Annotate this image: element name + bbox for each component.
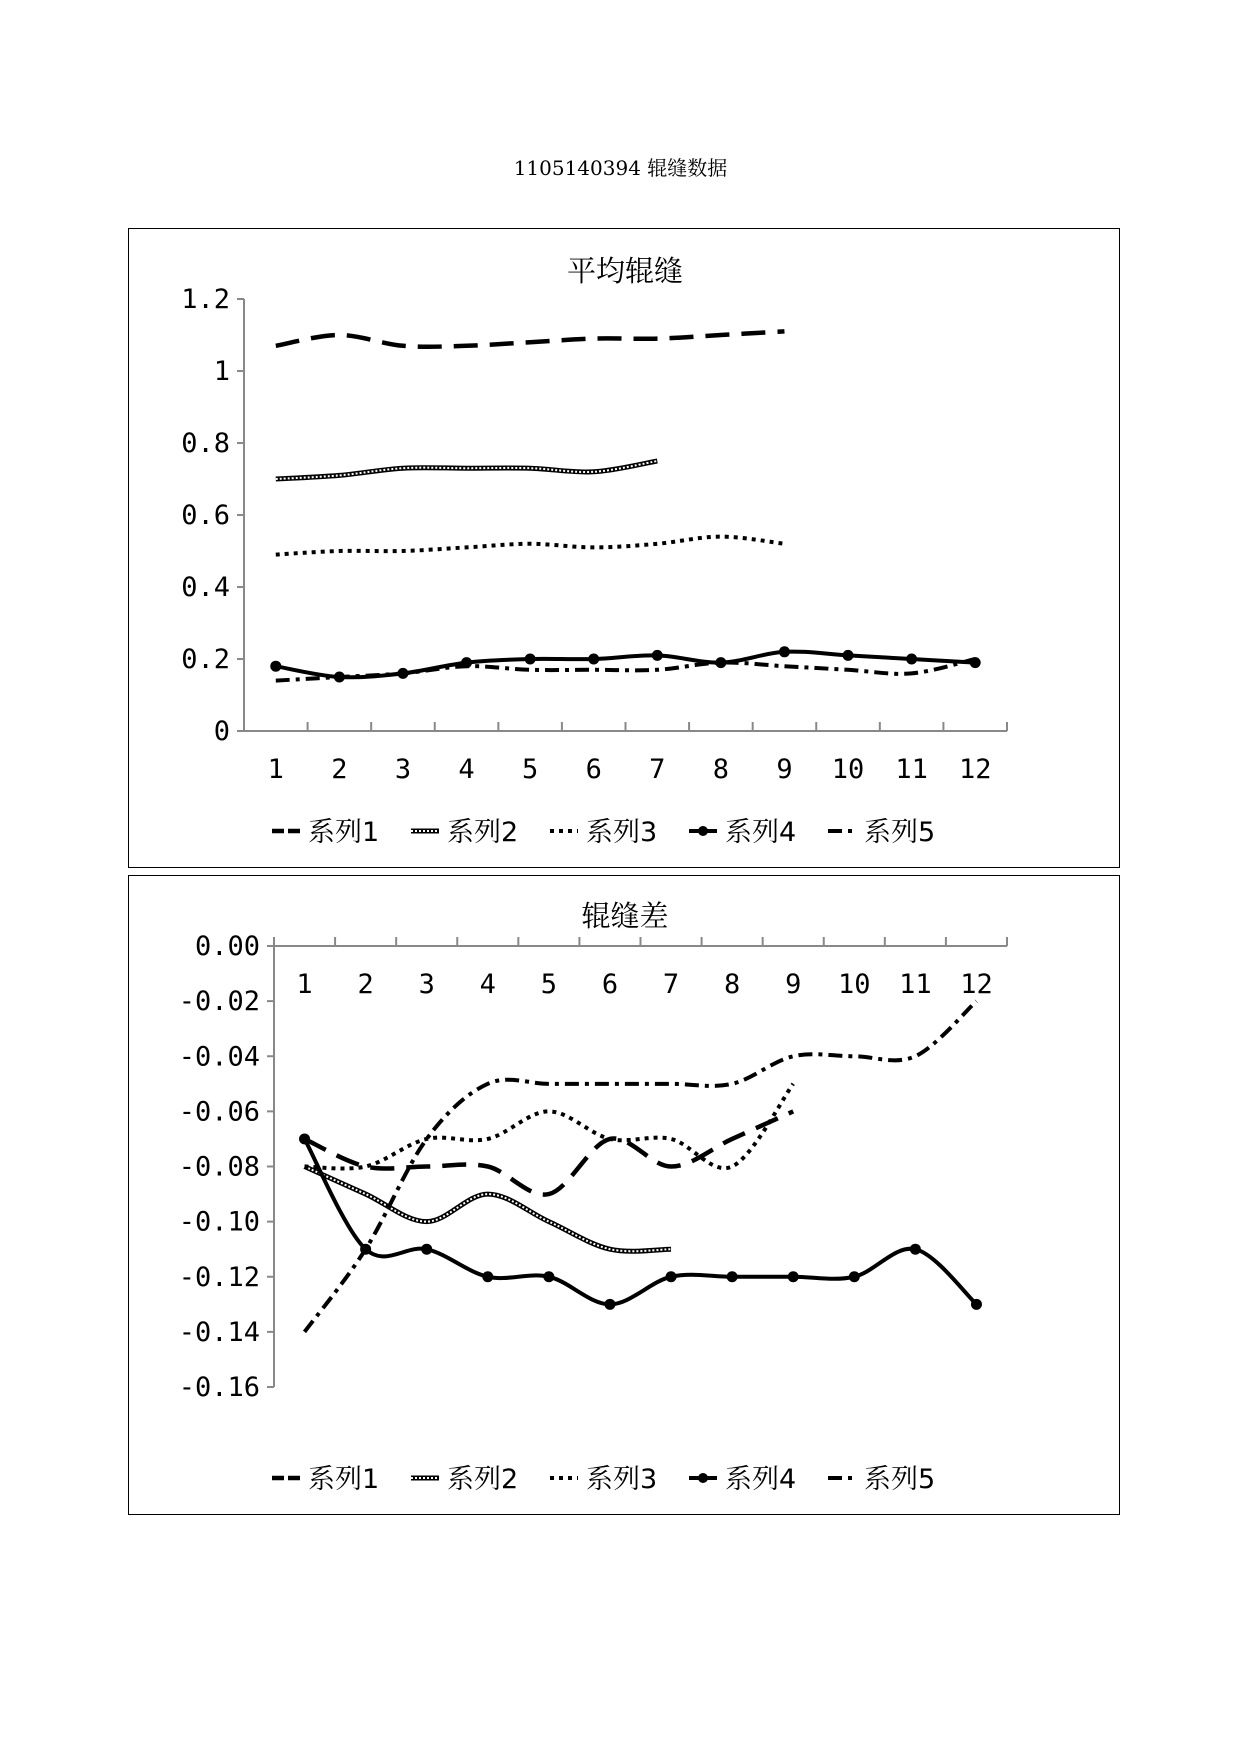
x-tick-label-4: 4 — [458, 754, 475, 785]
series-3-line — [276, 537, 785, 555]
legend-label-5: 系列5 — [864, 1464, 936, 1495]
y-tick-label-7: -0.14 — [178, 1316, 260, 1348]
series-4-point-10 — [849, 1271, 860, 1282]
y-tick-label-4: -0.08 — [178, 1151, 260, 1183]
legend-label-3: 系列3 — [586, 817, 658, 848]
series-4-line — [276, 652, 975, 678]
x-tick-label-2: 2 — [357, 969, 374, 1000]
x-tick-label-1: 1 — [267, 754, 284, 785]
x-tick-label-3: 3 — [394, 754, 412, 785]
series-2 — [305, 1167, 672, 1252]
series-3-line — [305, 1084, 794, 1169]
x-tick-label-12: 12 — [958, 754, 992, 785]
x-tick-label-12: 12 — [960, 969, 993, 1000]
series-1-line — [305, 1111, 794, 1194]
legend-label-4: 系列4 — [725, 817, 797, 848]
series-4-point-11 — [906, 654, 917, 665]
y-tick-label-1: -0.02 — [178, 986, 260, 1018]
chart-title: 辊缝差 — [581, 899, 669, 933]
y-tick-label-2: 0.4 — [181, 572, 230, 603]
series-2-line-inner — [305, 1167, 672, 1252]
legend-marker-4 — [698, 1473, 708, 1483]
series-4-point-9 — [788, 1271, 799, 1282]
legend-1 — [272, 817, 935, 848]
chart-roll-gap-difference — [128, 875, 1120, 1515]
series-4-point-6 — [588, 654, 599, 665]
x-tick-label-11: 11 — [899, 969, 932, 1000]
x-tick-label-10: 10 — [831, 754, 865, 785]
x-tick-label-9: 9 — [785, 969, 802, 1000]
series-4-point-10 — [843, 650, 854, 661]
series-1-line — [276, 331, 785, 346]
x-tick-label-6: 6 — [585, 754, 602, 785]
y-tick-label-6: 1.2 — [181, 284, 230, 315]
y-tick-label-6: -0.12 — [178, 1261, 260, 1293]
series-4 — [299, 1133, 982, 1309]
legend-label-1: 系列1 — [308, 1464, 380, 1495]
series-4-point-6 — [604, 1299, 615, 1310]
x-tick-label-9: 9 — [776, 754, 793, 785]
x-tick-label-8: 8 — [723, 969, 741, 1000]
x-tick-label-2: 2 — [331, 754, 348, 785]
legend-label-5: 系列5 — [864, 817, 936, 848]
series-1 — [276, 331, 785, 346]
y-tick-label-0: 0.00 — [194, 931, 260, 962]
x-tick-label-3: 3 — [418, 969, 435, 1000]
series-4-point-4 — [482, 1271, 493, 1282]
series-4-point-11 — [910, 1244, 921, 1255]
legend-label-1: 系列1 — [308, 817, 380, 848]
series-4-point-8 — [727, 1271, 738, 1282]
document-title: 1105140394 辊缝数据 — [513, 156, 728, 180]
series-4-point-5 — [543, 1271, 554, 1282]
series-4-point-3 — [421, 1244, 432, 1255]
axes — [181, 284, 1007, 785]
x-tick-label-5: 5 — [540, 969, 558, 1000]
series-4-point-12 — [971, 1299, 982, 1310]
legend-marker-4 — [698, 826, 708, 836]
series-3 — [276, 537, 785, 555]
x-tick-label-7: 7 — [649, 754, 666, 785]
chart-roll-gap-difference-svg — [129, 876, 1121, 1516]
series-4-point-1 — [299, 1133, 310, 1144]
chart-average-roll-gap-svg — [129, 229, 1121, 869]
series-1 — [305, 1111, 794, 1194]
series-4-point-9 — [779, 646, 790, 657]
x-tick-label-7: 7 — [662, 969, 680, 1000]
series-4-line — [305, 1139, 977, 1304]
series-4-point-5 — [525, 654, 536, 665]
x-tick-label-10: 10 — [838, 969, 871, 1000]
series-5-line — [305, 1001, 977, 1332]
series-4-point-7 — [666, 1271, 677, 1282]
legend-2 — [272, 1464, 935, 1495]
legend-label-3: 系列3 — [586, 1464, 658, 1495]
y-tick-label-5: 1 — [213, 356, 230, 387]
x-tick-label-11: 11 — [895, 754, 928, 785]
y-tick-label-1: 0.2 — [181, 644, 230, 675]
y-tick-label-3: 0.6 — [181, 500, 230, 531]
y-tick-label-8: -0.16 — [178, 1372, 260, 1403]
y-tick-label-5: -0.10 — [178, 1206, 260, 1238]
y-tick-label-2: -0.04 — [178, 1041, 260, 1073]
legend-label-4: 系列4 — [725, 1464, 797, 1495]
series-2 — [276, 461, 658, 479]
series-5 — [305, 1001, 977, 1332]
x-tick-label-1: 1 — [296, 969, 313, 1000]
x-tick-label-6: 6 — [601, 969, 619, 1000]
y-tick-label-4: 0.8 — [181, 428, 230, 459]
series-4-point-7 — [652, 650, 663, 661]
y-tick-label-0: 0 — [213, 716, 230, 747]
axes — [179, 931, 1007, 1403]
legend-label-2: 系列2 — [447, 817, 519, 848]
chart-title: 平均辊缝 — [566, 254, 684, 288]
series-2-line — [305, 1167, 672, 1252]
x-tick-label-8: 8 — [712, 754, 730, 785]
series-4-point-1 — [270, 661, 281, 672]
x-tick-label-5: 5 — [521, 754, 539, 785]
x-tick-label-4: 4 — [479, 969, 496, 1000]
legend-label-2: 系列2 — [447, 1464, 519, 1495]
series-3 — [305, 1084, 794, 1169]
chart-average-roll-gap — [128, 228, 1120, 868]
y-tick-label-3: -0.06 — [178, 1096, 260, 1128]
